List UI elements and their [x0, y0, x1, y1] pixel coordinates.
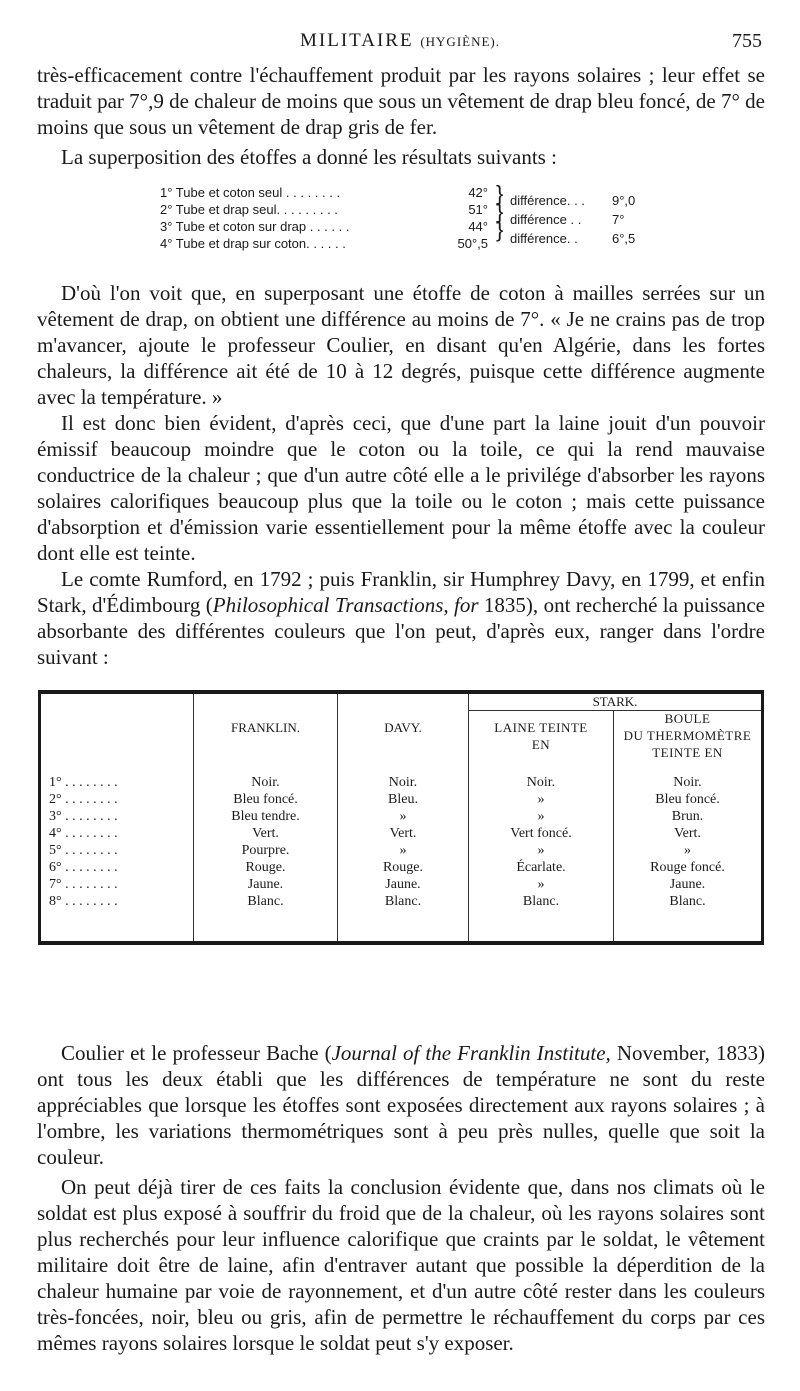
difference-label: différence. . .: [510, 193, 585, 208]
superposition-value: 50°,5: [457, 236, 488, 251]
running-title-main: MILITAIRE: [300, 30, 414, 51]
page-number: 755: [732, 30, 762, 52]
header-stark-laine-1: LAINE TEINTE: [494, 719, 588, 735]
difference-value: 9°,0: [612, 193, 636, 208]
difference-label: différence . .: [510, 212, 582, 227]
rank-column: [40, 762, 194, 943]
brace-icon: }: [496, 217, 504, 242]
stark-boule-cell: Vert.: [674, 826, 701, 841]
davy-cell: Vert.: [389, 826, 417, 841]
franklin-cell: Bleu foncé.: [233, 792, 298, 807]
paragraph-6: [37, 1040, 765, 1170]
davy-cell: »: [399, 809, 407, 824]
stark-boule-cell: Blanc.: [669, 894, 706, 909]
stark-laine-cell: »: [537, 877, 545, 892]
difference-value: 6°,5: [612, 231, 636, 246]
superposition-label: 4° Tube et drap sur coton. . . . . .: [160, 236, 346, 251]
franklin-cell: Jaune.: [247, 877, 284, 892]
header-stark: STARK.: [469, 692, 763, 711]
difference-value: 7°: [612, 212, 625, 227]
running-title: [36, 30, 764, 52]
superposition-label: 2° Tube et drap seul. . . . . . . . .: [160, 202, 338, 217]
header-stark-boule: [614, 711, 763, 763]
running-title-sub: (HYGIÈNE).: [420, 34, 500, 49]
paragraph-5-text: [37, 566, 765, 670]
stark-boule-cell: Noir.: [673, 775, 702, 790]
superposition-value: 42°: [468, 185, 488, 200]
header-stark-boule-2: DU THERMOMÈTRE: [623, 728, 752, 743]
header-stark-laine-2: EN: [531, 736, 551, 752]
franklin-cell: Noir.: [251, 775, 280, 790]
davy-cell: Noir.: [388, 775, 418, 790]
difference-label: différence. .: [510, 231, 578, 246]
rank-cell: 8° . . . . . . . .: [49, 894, 118, 909]
stark-laine-cell: Blanc.: [522, 894, 560, 909]
rank-cell: 3° . . . . . . . .: [49, 809, 118, 824]
superposition-row: [160, 236, 680, 253]
stark-boule-cell: Jaune.: [669, 877, 706, 892]
paragraph-3: [37, 280, 765, 410]
davy-cell: »: [399, 843, 407, 858]
paragraph-6-text: [37, 1040, 765, 1170]
rank-header: [40, 692, 194, 762]
franklin-cell: Blanc.: [247, 894, 284, 909]
header-stark-boule-1: BOULE: [664, 711, 711, 726]
header-stark-boule-3: TEINTE EN: [652, 745, 723, 760]
paragraph-4: [37, 410, 765, 566]
stark-laine-column: [469, 762, 614, 943]
superposition-value: 51°: [468, 202, 488, 217]
stark-laine-cell: Noir.: [526, 775, 556, 790]
rank-cell: 7° . . . . . . . .: [49, 877, 118, 892]
paragraph-6-before: Coulier et le professeur Bache (: [61, 1041, 332, 1065]
paragraph-3-text: D'où l'on voit que, en superposant une étoffe de coton à mailles serrées sur un vêtement de drap, on obtient une différence au moins de 7°. « Je ne crains pas de trop m'avancer, ajoute le professeur Coulier, en disant qu'en Algérie, dans les fortes chaleurs, la différence ait été de 10 à 12 degrés, puisque cette différence augmente avec la température. »: [37, 281, 765, 409]
paragraph-5-citation: Philosophical Transactions, for: [212, 593, 479, 617]
table-header-row: [40, 692, 763, 711]
franklin-column: [194, 762, 338, 943]
franklin-cell: Vert.: [252, 826, 279, 841]
paragraph-6-citation: Journal of the Franklin Institute,: [331, 1041, 611, 1065]
brace-icon: }: [496, 199, 504, 224]
paragraph-2-text: La superposition des étoffes a donné les résultats suivants :: [61, 145, 557, 169]
stark-boule-column: [614, 762, 763, 943]
stark-laine-cell: »: [537, 843, 545, 858]
rank-cell: 1° . . . . . . . .: [49, 775, 118, 790]
paragraph-1-text: très-efficacement contre l'échauffement produit par les rayons solaires ; leur effet se traduit par 7°,9 de chaleur de moins que sous un vêtement de drap bleu foncé, de 7° de moins que sous un vêtement de drap gris de fer.: [37, 63, 765, 139]
franklin-cell: Pourpre.: [241, 843, 290, 858]
rank-cell: 4° . . . . . . . .: [49, 826, 118, 841]
stark-laine-cell: »: [537, 809, 545, 824]
superposition-row: [160, 185, 680, 202]
superposition-value: 44°: [468, 219, 488, 234]
superposition-label: 3° Tube et coton sur drap . . . . . .: [160, 219, 350, 234]
stark-laine-cell: Vert foncé.: [510, 826, 572, 841]
davy-cell: Blanc.: [384, 894, 422, 909]
stark-laine-cell: »: [537, 792, 545, 807]
paragraph-5: [37, 566, 765, 670]
stark-boule-cell: Brun.: [671, 809, 704, 824]
rank-cell: 6° . . . . . . . .: [49, 860, 118, 875]
header-franklin: FRANKLIN.: [194, 692, 338, 762]
stark-laine-cell: Écarlate.: [516, 860, 566, 875]
stark-boule-cell: »: [684, 843, 691, 858]
brace-icon: }: [496, 181, 504, 206]
davy-cell: Bleu.: [388, 792, 418, 807]
rank-cell: 2° . . . . . . . .: [49, 792, 118, 807]
davy-column: [338, 762, 469, 943]
paragraph-5-after: 1835), ont recherché la puissance absorbante des différentes couleurs que l'on peut, d'après eux, ranger dans l'ordre suivant :: [37, 593, 766, 669]
paragraph-2: [37, 144, 765, 170]
davy-cell: Jaune.: [385, 877, 421, 892]
franklin-cell: Rouge.: [245, 860, 286, 875]
paragraph-7: [37, 1174, 765, 1356]
stark-boule-cell: Rouge foncé.: [650, 860, 725, 875]
stark-boule-cell: Bleu foncé.: [655, 792, 720, 807]
paragraph-7-text: On peut déjà tirer de ces faits la conclusion évidente que, dans nos climats où le soldat est plus exposé à souffrir du froid que de la chaleur, où les rayons solaires sont plus recherchés pour leur influence calorifique que craints par le soldat, le vêtement militaire doit être de laine, afin d'entraver autant que possible la déperdition de la chaleur humaine par voie de rayonnement, et d'un autre côté rester dans les couleurs très-foncées, noir, bleu ou gris, afin de permettre le réchauffement du corps par ces mêmes rayons solaires lorsque le soldat peut s'y exposer.: [37, 1175, 765, 1355]
table-body-row: [40, 762, 763, 943]
superposition-table: [160, 181, 680, 253]
paragraph-4-text: Il est donc bien évident, d'après ceci, que d'une part la laine jouit d'un pouvoir émissif beaucoup moindre que le coton ou la toile, ce qui la rend mauvaise conductrice de la chaleur ; que d'un autre côté elle a le privilége d'absorber les rayons solaires calorifiques beaucoup plus que la toile ou le coton ; mais cette puissance d'absorption et d'émission varie essentiellement pour la même étoffe avec la couleur dont elle est teinte.: [37, 411, 765, 565]
color-absorption-table: [38, 690, 764, 945]
superposition-row: [160, 202, 680, 219]
paragraph-1: [37, 62, 765, 140]
header-davy: DAVY.: [338, 692, 469, 762]
paragraph-6-after: November, 1833) ont tous les deux établi que les différences de température ne sont du reste appréciables que lorsque les étoffes sont exposées directement aux rayons solaires ; à l'ombre, les variations thermométriques sont à peu près nulles, quelle que soit la couleur.: [37, 1041, 765, 1169]
davy-cell: Rouge.: [382, 860, 424, 875]
franklin-cell: Bleu tendre.: [231, 809, 300, 824]
superposition-label: 1° Tube et coton seul . . . . . . . .: [160, 185, 341, 200]
header-stark-laine: [469, 711, 614, 763]
paragraph-5-before: Le comte Rumford, en 1792 ; puis Franklin, sir Humphrey Davy, en 1799, et enfin Stark, d'Édimbourg (: [37, 567, 765, 617]
superposition-row: [160, 219, 680, 236]
running-header: [36, 30, 764, 56]
rank-cell: 5° . . . . . . . .: [49, 843, 118, 858]
